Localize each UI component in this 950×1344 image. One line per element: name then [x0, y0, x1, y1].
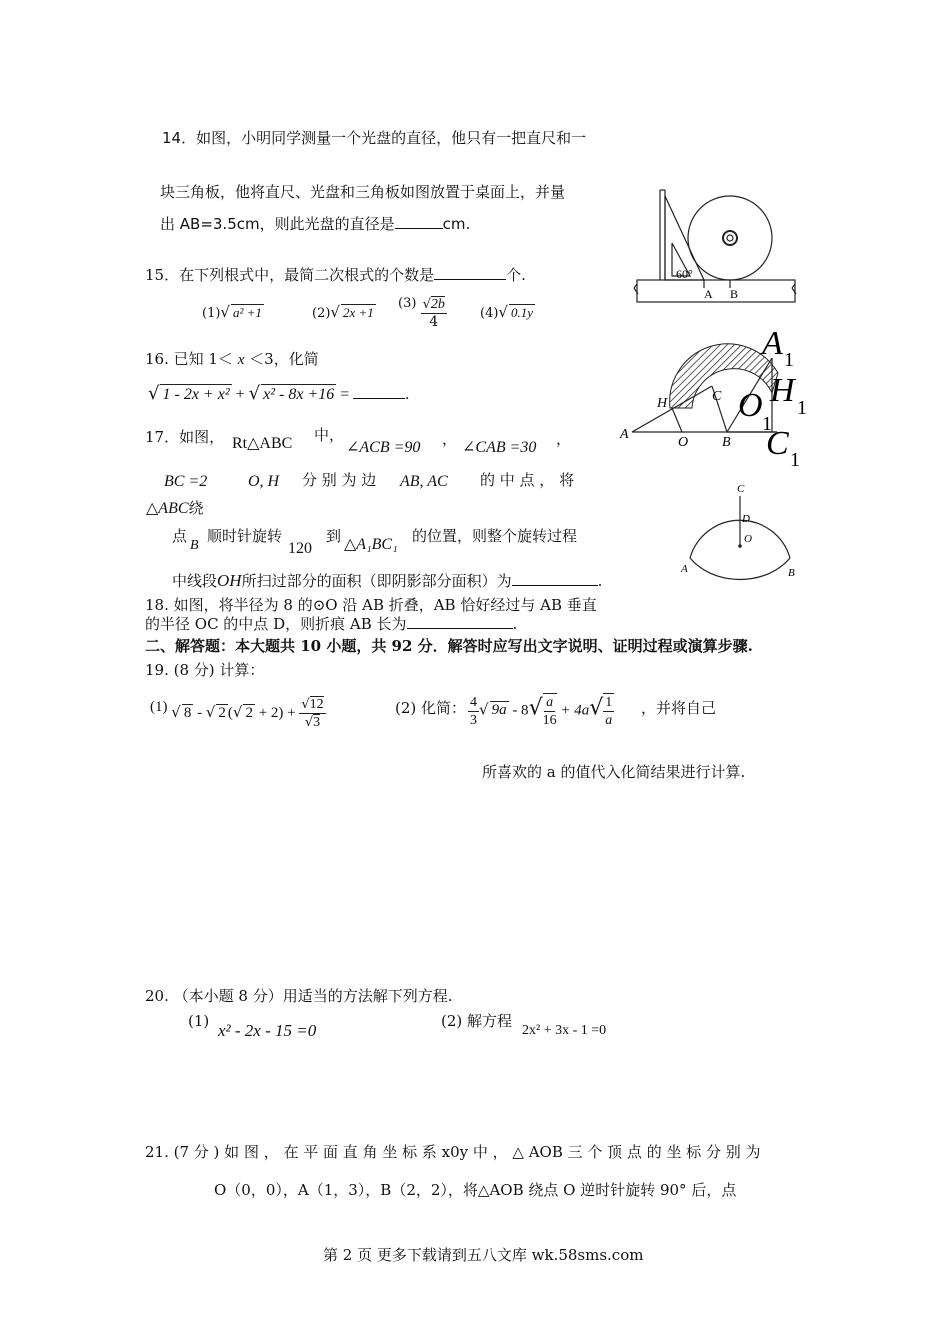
- q15-tail: 个.: [506, 266, 526, 284]
- q19-p2-line2: 所喜欢的 a 的值代入化简结果进行计算.: [482, 763, 746, 781]
- q17-figure: [612, 318, 812, 468]
- q17-fenbie: 分 别 为 边: [302, 471, 377, 489]
- q15-opt3-label: (3): [398, 296, 417, 311]
- section2-heading: 二、解答题：本大题共 10 小题，共 92 分．解答时应写出文字说明、证明过程或演算步骤.: [145, 637, 753, 655]
- q17-b: B: [190, 538, 199, 553]
- q19-p1-c: 2: [245, 704, 253, 721]
- fig14-angle-label: 60°: [676, 267, 693, 281]
- fig17-c1: C: [766, 425, 789, 462]
- q19-p2-f1-num: 4: [470, 694, 477, 710]
- q17-tri: [146, 498, 204, 519]
- fig18-b: B: [788, 567, 795, 579]
- q17-tri-text: △ABC: [146, 500, 189, 517]
- fig17-o1: O: [738, 387, 763, 424]
- fig17-a1-sub: 1: [784, 349, 794, 371]
- disc-circle: [688, 196, 772, 280]
- q16-answer-blank[interactable]: [353, 384, 405, 399]
- q16-expr2: x² - 8x +16: [263, 386, 335, 403]
- q19-p2-r1: 9a: [491, 702, 507, 719]
- q18-line2-text: 的半径 OC 的中点 D，则折痕 AB 长为: [145, 615, 407, 633]
- fig17-h1-sub: 1: [797, 397, 807, 419]
- q19-p2-f3-den: a: [605, 713, 613, 728]
- q17-midpoint: 的 中 点 ， 将: [480, 471, 575, 489]
- q20-p2-eq: 2x² + 3x - 1 =0: [522, 1023, 607, 1038]
- q17-cab: ∠CAB =30: [462, 439, 537, 456]
- fig17-b: B: [722, 435, 731, 450]
- q14-unit: cm.: [442, 215, 471, 233]
- q17-line4-var: OH: [217, 571, 242, 590]
- fig18-a: A: [681, 563, 688, 575]
- q14-line1: 14．如图，小明同学测量一个光盘的直径，他只有一把直尺和一: [162, 129, 587, 147]
- q19-p2-plus: + 4a: [560, 702, 590, 719]
- q17-weizhi: 的位置，则整个旋转过程: [412, 527, 578, 545]
- q14-line3: [160, 214, 470, 234]
- q17-comma2: ，: [556, 430, 572, 448]
- q14-line3-text: 出 AB=3.5cm，则此光盘的直径是: [160, 215, 395, 233]
- q19-part2-expr: $\frac{4}{3}$ √ 9a - 8√ $\frac{a}{16}$ + 4a√ $\frac{1}{a}$: [470, 694, 613, 728]
- q16-var: x: [237, 352, 245, 368]
- q17-rt: Rt△ABC: [232, 435, 293, 452]
- q21-line2: O（0，0），A（1，3），B（2，2），将△AOB 绕点 O 逆时针旋转 90° 后，点: [214, 1181, 737, 1199]
- q15-line: [145, 265, 526, 285]
- fig17-o: O: [678, 435, 689, 450]
- q14-answer-blank[interactable]: [395, 214, 443, 229]
- q17-deg: 120: [288, 540, 312, 557]
- page-footer: 第 2 页 更多下载请到五八文库 wk.58sms.com: [323, 1246, 644, 1264]
- q18-line2: [145, 614, 517, 634]
- q17-shunshi: 顺时针旋转: [207, 527, 283, 545]
- q19-p2-label: (2) 化简：: [395, 699, 467, 717]
- q19-p1-b: 2: [218, 704, 226, 721]
- q19-p2-minus: - 8: [512, 702, 529, 719]
- fold-arc: [690, 558, 790, 579]
- q16-text: 16. 已知 1＜: [145, 350, 233, 368]
- q15-options: (1)√ a² +1: [202, 303, 262, 321]
- q19-p1-label: (1): [150, 698, 168, 715]
- q21-line1: 21. (7 分 ) 如 图 ， 在 平 面 直 角 坐 标 系 x0y 中 ， △ AOB 三 个 顶 点 的 坐 标 分 别 为: [145, 1143, 761, 1161]
- q19-p2-f2-num: a: [546, 695, 554, 710]
- q17-line4-post: 所扫过部分的面积（即阴影部分面积）为: [241, 572, 512, 590]
- q15-opt3-den: 4: [429, 314, 439, 330]
- q15-answer-blank[interactable]: [434, 265, 506, 280]
- q15-opt4-expr: 0.1y: [510, 305, 534, 320]
- q17-comma1: ，: [442, 430, 458, 448]
- q16-line1: [145, 349, 319, 370]
- q15-opt4-label: (4): [480, 306, 499, 321]
- q15-opt2-label: (2): [312, 306, 331, 321]
- fig14-label-a: A: [704, 287, 713, 301]
- q19-p1-num: 12: [309, 697, 324, 712]
- q19-p2-f3-num: 1: [605, 695, 613, 710]
- q16-expression: √ 1 - 2x + x² + √ x² - 8x +16 = .: [148, 383, 410, 404]
- q17-answer-blank[interactable]: [512, 571, 598, 586]
- q16-expr1: 1 - 2x + x²: [162, 386, 230, 403]
- q17-dao: 到: [326, 527, 342, 545]
- q17-abac: AB, AC: [400, 473, 448, 490]
- q16-plus: +: [235, 386, 245, 403]
- q15-opt2: (2)√ 2x +1: [312, 303, 374, 321]
- q17-oh: O, H: [248, 473, 280, 490]
- fig18-d: D: [742, 513, 750, 525]
- q17-zhong: 中，: [314, 426, 345, 444]
- q19-p2-f2-den: 16: [542, 713, 557, 728]
- q17-dian: 点: [172, 527, 188, 545]
- q20-p1-eq: x² - 2x - 15 =0: [218, 1021, 317, 1040]
- q18-answer-blank[interactable]: [407, 614, 513, 629]
- q15-opt3: (3) $\frac{√2b}{4}$: [398, 296, 445, 330]
- fig17-h1: H: [770, 372, 795, 409]
- fig17-a: A: [620, 427, 629, 442]
- q17-line4-end: .: [597, 572, 603, 590]
- q17-intro: 17．如图，: [145, 428, 225, 446]
- q14-figure: [632, 188, 800, 306]
- q17-rao: 绕: [188, 501, 204, 517]
- fig18-c: C: [737, 483, 745, 495]
- fig14-label-b: B: [730, 287, 739, 301]
- fig17-a1: A: [762, 325, 783, 362]
- q16-eq: =: [340, 386, 350, 403]
- q19-p1-a: 8: [183, 704, 192, 721]
- q20-title: 20. （本小题 8 分）用适当的方法解下列方程.: [145, 987, 453, 1005]
- q17-line4-pre: 中线段: [172, 572, 218, 590]
- q15-text: 15．在下列根式中，最简二次根式的个数是: [145, 266, 435, 284]
- q17-tri2: △A₁BC₁: [344, 536, 398, 553]
- q19-p2-tail: ，并将自己: [641, 699, 717, 717]
- q14-line2: 块三角板，他将直尺、光盘和三角板如图放置于桌面上，并量: [160, 183, 566, 201]
- q18-figure: [676, 478, 806, 582]
- q19-p1-d: + 2): [258, 704, 284, 721]
- q17-bc: BC =2: [164, 473, 208, 490]
- fig17-c: C: [712, 389, 722, 404]
- q16-text2: ＜3，化简: [249, 350, 319, 368]
- q19-title: 19. (8 分) 计算：: [145, 661, 265, 679]
- q15-opt3-num: 2b: [430, 297, 445, 312]
- q17-acb: ∠ACB =90: [346, 439, 421, 456]
- q17-line4: [172, 571, 602, 591]
- q15-opt2-expr: 2x +1: [342, 305, 374, 320]
- q15-opt1-expr: a² +1: [232, 305, 262, 320]
- q19-part1: (1) √ 8 - √ 2 (√ 2 + 2) + $\frac{√12}{√3}$: [150, 697, 324, 730]
- q19-p1-den: 3: [313, 715, 321, 730]
- q18-line1: 18. 如图，将半径为 8 的⊙O 沿 AB 折叠，AB 恰好经过与 AB 垂直: [145, 596, 597, 614]
- fig17-c1-sub: 1: [790, 449, 800, 468]
- q19-p2-f1-den: 3: [470, 712, 477, 728]
- q15-opt4: (4)√ 0.1y: [480, 303, 534, 321]
- q20-p1-label: (1): [188, 1012, 210, 1030]
- fig18-o: O: [744, 533, 752, 545]
- q18-line2-end: .: [512, 615, 518, 633]
- q20-p2-label: (2) 解方程: [441, 1012, 513, 1030]
- fig17-h: H: [657, 396, 668, 411]
- fig17-o1-sub: 1: [762, 413, 772, 435]
- q15-opt1-label: (1): [202, 306, 221, 321]
